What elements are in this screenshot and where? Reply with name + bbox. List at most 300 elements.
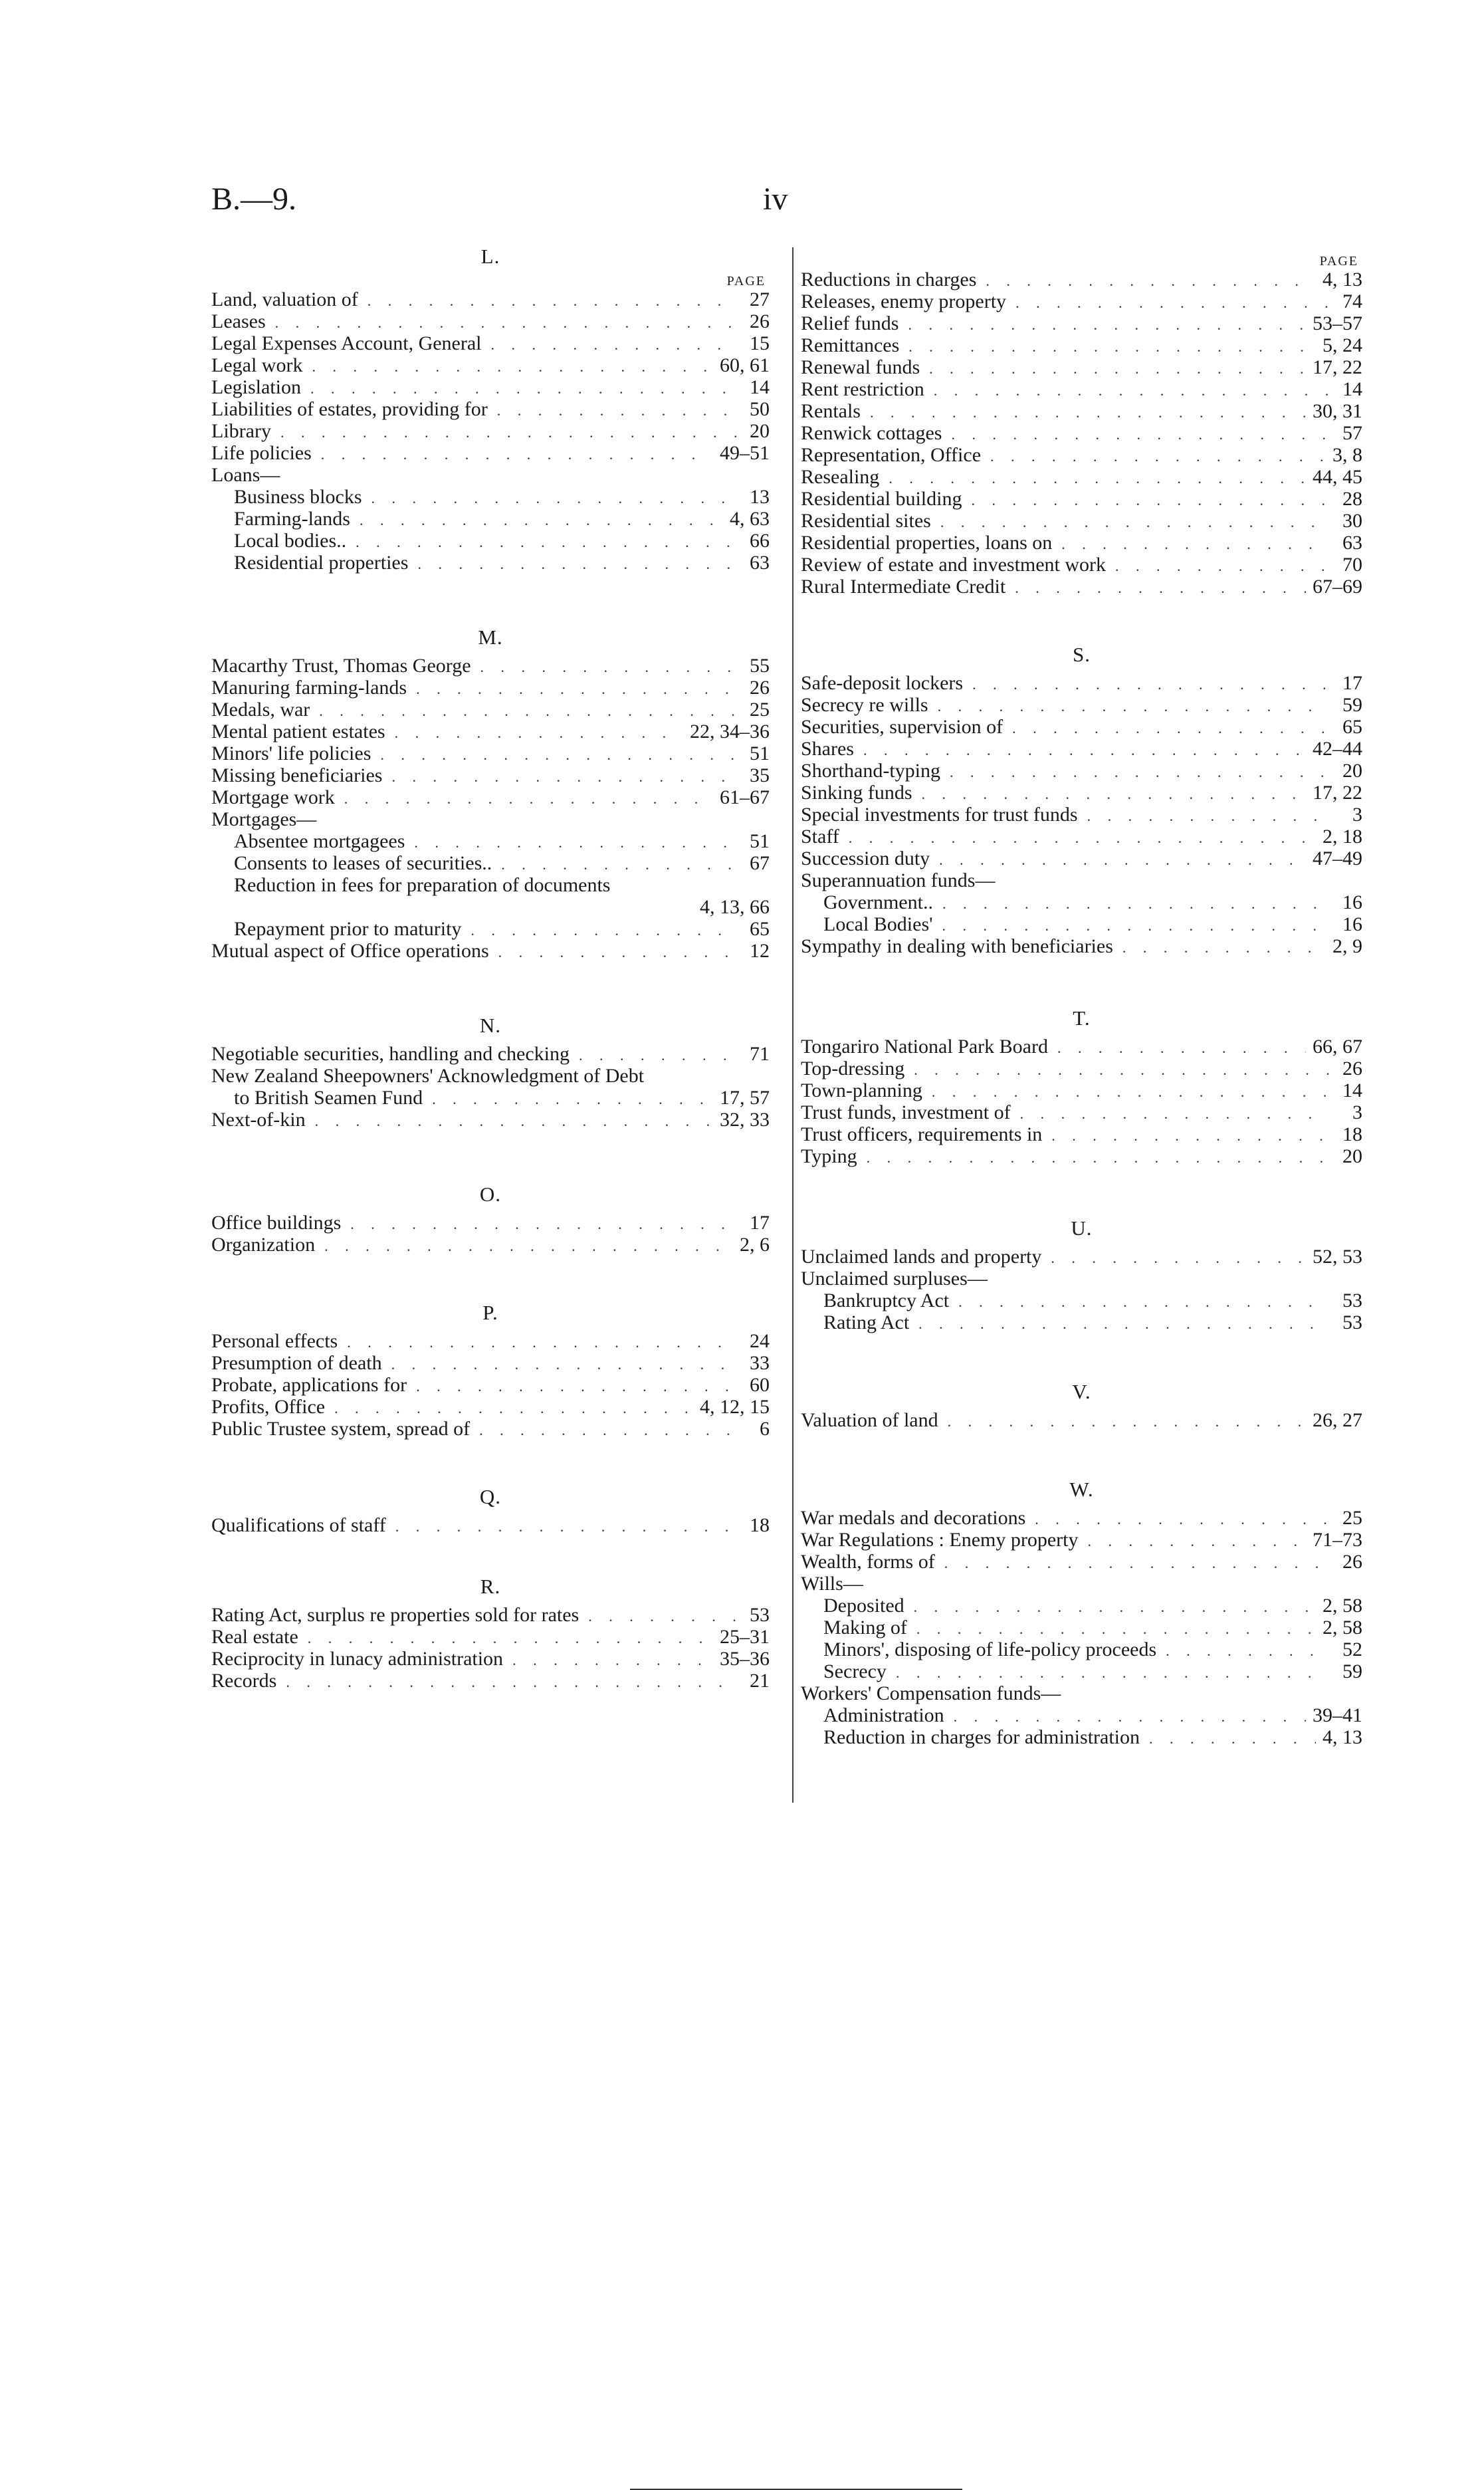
entry-label: Securities, supervision of [801, 716, 1004, 738]
index-entry [801, 1246, 1362, 1268]
dot-leader [909, 1311, 1329, 1333]
entry-pages: 21 [750, 1670, 770, 1692]
entry-pages: 65 [750, 918, 770, 940]
dot-leader [944, 1704, 1306, 1726]
entry-pages: 14 [750, 376, 770, 398]
index-entry [211, 677, 770, 699]
entry-label: Mortgages— [211, 808, 317, 830]
index-entry [211, 508, 770, 530]
entry-pages: 28 [1342, 488, 1362, 510]
index-entry [211, 808, 770, 830]
dot-leader [949, 1290, 1329, 1311]
dot-leader [907, 1617, 1316, 1639]
entry-label: Trust funds, investment of [801, 1101, 1011, 1123]
entry-label: Macarthy Trust, Thomas George [211, 655, 471, 677]
dot-leader [879, 466, 1306, 488]
entry-label: Next-of-kin [211, 1109, 306, 1131]
entry-label: Land, valuation of [211, 288, 358, 310]
index-entry [801, 334, 1362, 356]
section-letter: P. [482, 1301, 498, 1324]
entry-pages: 59 [1342, 694, 1362, 716]
entry-label: Valuation of land [801, 1409, 938, 1431]
dot-leader [1078, 804, 1329, 826]
index-entry [211, 896, 770, 918]
entry-label: Special investments for trust funds [801, 804, 1078, 826]
index-section [211, 1569, 770, 1692]
entry-label: Public Trustee system, spread of [211, 1418, 471, 1440]
entry-pages: 17, 22 [1313, 356, 1362, 378]
dot-leader [271, 420, 736, 442]
entry-label: Business blocks [234, 486, 362, 508]
entry-label: Wealth, forms of [801, 1551, 935, 1573]
index-entry [211, 1396, 770, 1418]
entry-label: Qualifications of staff [211, 1514, 386, 1536]
entry-label: Succession duty [801, 848, 930, 869]
section-letter: R. [480, 1575, 501, 1598]
dot-leader [904, 1595, 1316, 1617]
entry-pages: 61–67 [720, 786, 770, 808]
index-entry [801, 554, 1362, 576]
entry-label: Records [211, 1670, 277, 1692]
entry-label: Shorthand-typing [801, 760, 940, 782]
entry-pages: 47–49 [1313, 848, 1362, 869]
index-entry [801, 782, 1362, 804]
entry-label: Farming-lands [234, 508, 350, 530]
entry-label: Mental patient estates [211, 721, 385, 742]
entry-label: Government.. [823, 891, 933, 913]
index-entry [801, 422, 1362, 444]
index-section [211, 620, 770, 962]
index-entry [211, 332, 770, 354]
entry-pages: 17 [1342, 672, 1362, 694]
dot-leader [1156, 1639, 1329, 1660]
dot-leader [408, 552, 736, 574]
entry-pages [736, 808, 770, 830]
entry-pages: 16 [1342, 891, 1362, 913]
index-entry [211, 699, 770, 721]
entry-label: Unclaimed surpluses— [801, 1268, 988, 1290]
entry-label: Legal Expenses Account, General [211, 332, 482, 354]
entry-label: Typing [801, 1145, 857, 1167]
entry-label: Resealing [801, 466, 880, 488]
index-entry [801, 466, 1362, 488]
dot-leader [325, 1396, 693, 1418]
entry-label: Residential building [801, 488, 962, 510]
dot-leader [358, 288, 736, 310]
dot-leader [461, 918, 736, 940]
index-entry [211, 530, 770, 552]
entry-label: Unclaimed lands and property [801, 1246, 1042, 1268]
entry-pages: 30 [1342, 510, 1362, 532]
dot-leader [1006, 576, 1306, 598]
dot-leader [1106, 554, 1329, 576]
index-entry [211, 1648, 770, 1670]
index-entry [801, 356, 1362, 378]
index-entry [801, 1058, 1362, 1079]
entry-pages: 55 [750, 655, 770, 677]
entry-label: Liabilities of estates, providing for [211, 398, 488, 420]
entry-label: Bankruptcy Act [823, 1290, 950, 1311]
entry-label: Sympathy in dealing with beneficiaries [801, 935, 1113, 957]
entry-label: Reduction in fees for preparation of documents [234, 874, 611, 896]
index-entry [801, 532, 1362, 554]
entry-pages: 17, 57 [720, 1087, 770, 1109]
entry-label: Absentee mortgagees [234, 830, 405, 852]
index-entry [801, 716, 1362, 738]
entry-label: Renewal funds [801, 356, 920, 378]
entry-label: Reciprocity in lunacy administration [211, 1648, 504, 1670]
index-entry [211, 1626, 770, 1648]
index-entry [801, 1101, 1362, 1123]
entry-label: War medals and decorations [801, 1507, 1026, 1529]
index-entry [211, 1670, 770, 1692]
entry-pages: 4, 12, 15 [700, 1396, 770, 1418]
entry-pages: 18 [750, 1514, 770, 1536]
dot-leader [857, 1145, 1329, 1167]
index-section [801, 637, 1362, 957]
index-entry [211, 1330, 770, 1352]
entry-label: Missing beneficiaries [211, 764, 383, 786]
index-section [211, 1177, 770, 1256]
dot-leader [863, 1573, 1329, 1595]
index-entry [801, 1617, 1362, 1639]
dot-leader [312, 442, 713, 464]
entry-pages: 2, 18 [1323, 826, 1362, 848]
entry-pages: 53 [1342, 1311, 1362, 1333]
index-entry [211, 655, 770, 677]
entry-label: Rating Act [823, 1311, 910, 1333]
entry-label: Remittances [801, 334, 900, 356]
index-entry [211, 1604, 770, 1626]
dot-leader [492, 852, 736, 874]
entry-pages: 52 [1342, 1639, 1362, 1660]
section-letter: L. [480, 245, 500, 268]
entry-label: War Regulations : Enemy property [801, 1529, 1079, 1551]
index-section [801, 1375, 1362, 1431]
dot-leader [887, 1660, 1329, 1682]
index-entry [211, 398, 770, 420]
entry-label: Legal work [211, 354, 303, 376]
index-column-left [211, 239, 770, 1692]
dot-leader [335, 786, 713, 808]
entry-pages [1329, 869, 1362, 891]
entry-pages: 25 [750, 699, 770, 721]
dot-leader [930, 848, 1306, 869]
entry-label: Life policies [211, 442, 312, 464]
entry-pages: 16 [1342, 913, 1362, 935]
index-entry [211, 940, 770, 962]
index-entry [211, 420, 770, 442]
entry-pages: 15 [750, 332, 770, 354]
entry-pages: 27 [750, 288, 770, 310]
dot-leader [405, 830, 736, 852]
page-number: iv [763, 181, 788, 217]
dot-leader [346, 530, 736, 552]
entry-pages: 26, 27 [1313, 1409, 1362, 1431]
index-entry [801, 738, 1362, 760]
entry-label: Legislation [211, 376, 301, 398]
entry-label: Renwick cottages [801, 422, 942, 444]
entry-pages: 4, 13, 66 [700, 896, 770, 918]
document-reference: B.—9. [211, 181, 297, 217]
index-entry [801, 1268, 1362, 1290]
dot-leader [371, 742, 736, 764]
entry-pages: 50 [750, 398, 770, 420]
entry-label: Rural Intermediate Credit [801, 576, 1006, 598]
index-entry [211, 1374, 770, 1396]
entry-pages: 2, 6 [740, 1234, 770, 1256]
entry-label: Leases [211, 310, 266, 332]
section-letter: V. [1072, 1380, 1091, 1403]
index-section [211, 239, 770, 574]
index-entry [801, 869, 1362, 891]
dot-leader [1042, 1123, 1329, 1145]
entry-pages: 57 [1342, 422, 1362, 444]
index-entry [211, 1212, 770, 1234]
dot-leader [280, 464, 736, 486]
index-entry [801, 1639, 1362, 1660]
entry-label: Organization [211, 1234, 316, 1256]
index-entry [211, 1065, 770, 1087]
dot-leader [963, 672, 1329, 694]
dot-leader [407, 1374, 736, 1396]
dot-leader [423, 1087, 713, 1109]
entry-label: Minors', disposing of life-policy proceeds [823, 1639, 1157, 1660]
dot-leader [928, 694, 1329, 716]
entry-pages: 67–69 [1313, 576, 1362, 598]
entry-label: Releases, enemy property [801, 290, 1007, 312]
entry-label: Top-dressing [801, 1058, 905, 1079]
entry-pages: 26 [750, 310, 770, 332]
dot-leader [938, 1409, 1306, 1431]
index-entry [801, 269, 1362, 290]
entry-pages [1329, 1268, 1362, 1290]
entry-label: Residential properties, loans on [801, 532, 1053, 554]
entry-label: Relief funds [801, 312, 899, 334]
entry-label: Consents to leases of securities.. [234, 852, 492, 874]
index-entry [801, 672, 1362, 694]
entry-pages: 14 [1342, 378, 1362, 400]
entry-label: Making of [823, 1617, 907, 1639]
dot-leader [995, 869, 1329, 891]
entry-pages: 65 [1342, 716, 1362, 738]
dot-leader [644, 1065, 736, 1087]
index-column-right [801, 239, 1362, 1748]
entry-pages: 59 [1342, 1660, 1362, 1682]
entry-pages: 20 [750, 420, 770, 442]
entry-label: Local bodies.. [234, 530, 347, 552]
entry-pages: 26 [1342, 1058, 1362, 1079]
index-entry [801, 1682, 1362, 1704]
entry-pages: 20 [1342, 760, 1362, 782]
entry-pages: 33 [750, 1352, 770, 1374]
entry-pages: 60 [750, 1374, 770, 1396]
index-entry [211, 464, 770, 486]
index-entry [801, 312, 1362, 334]
dot-leader [302, 354, 713, 376]
entry-pages: 17, 22 [1313, 782, 1362, 804]
index-section [801, 1001, 1362, 1167]
entry-pages: 14 [1342, 1079, 1362, 1101]
index-entry [801, 1507, 1362, 1529]
dot-leader [338, 1330, 736, 1352]
index-section [211, 1296, 770, 1440]
index-entry [801, 400, 1362, 422]
entry-pages [736, 874, 770, 896]
entry-label: Workers' Compensation funds— [801, 1682, 1061, 1704]
dot-leader [1006, 290, 1329, 312]
index-entry [211, 721, 770, 742]
index-entry [211, 918, 770, 940]
entry-label: Tongariro National Park Board [801, 1036, 1048, 1058]
entry-label: Secrecy re wills [801, 694, 928, 716]
entry-pages: 18 [1342, 1123, 1362, 1145]
index-entry [211, 310, 770, 332]
entry-pages: 26 [750, 677, 770, 699]
index-entry [211, 742, 770, 764]
dot-leader [899, 334, 1316, 356]
entry-label: Mortgage work [211, 786, 335, 808]
dot-leader [981, 444, 1326, 466]
dot-leader [933, 913, 1329, 935]
entry-label: Administration [823, 1704, 944, 1726]
index-section [801, 254, 1362, 598]
index-entry [801, 804, 1362, 826]
dot-leader [920, 356, 1306, 378]
index-entry [211, 354, 770, 376]
entry-pages: 24 [750, 1330, 770, 1352]
index-entry [211, 1514, 770, 1536]
entry-pages: 5, 24 [1323, 334, 1362, 356]
dot-leader [407, 677, 736, 699]
entry-pages: 71–73 [1313, 1529, 1362, 1551]
index-entry [211, 1087, 770, 1109]
entry-label: Deposited [823, 1595, 904, 1617]
dot-leader [341, 1212, 736, 1234]
dot-leader [382, 764, 736, 786]
entry-label: Safe-deposit lockers [801, 672, 964, 694]
entry-pages: 52, 53 [1313, 1246, 1362, 1268]
entry-label: Trust officers, requirements in [801, 1123, 1043, 1145]
dot-leader [503, 1648, 713, 1670]
dot-leader [922, 1079, 1329, 1101]
entry-pages: 2, 58 [1323, 1595, 1362, 1617]
entry-label: Review of estate and investment work [801, 554, 1107, 576]
dot-leader [316, 808, 736, 830]
entry-label: Residential properties [234, 552, 409, 574]
section-letter: S. [1073, 643, 1091, 666]
section-letter: N. [479, 1014, 502, 1037]
entry-label: Mutual aspect of Office operations [211, 940, 489, 962]
entry-label: Probate, applications for [211, 1374, 407, 1396]
index-entry [801, 290, 1362, 312]
entry-label: Residential sites [801, 510, 931, 532]
entry-label: Representation, Office [801, 444, 982, 466]
entry-label: Minors' life policies [211, 742, 371, 764]
dot-leader [488, 398, 736, 420]
index-entry [801, 1079, 1362, 1101]
index-entry [801, 444, 1362, 466]
dot-leader [386, 1514, 736, 1536]
entry-label: Reduction in charges for administration [823, 1726, 1140, 1748]
dot-leader [579, 1604, 736, 1626]
entry-pages: 66, 67 [1313, 1036, 1362, 1058]
dot-leader [1041, 1246, 1306, 1268]
dot-leader [942, 422, 1329, 444]
dot-leader [899, 312, 1306, 334]
index-entry [801, 1123, 1362, 1145]
entry-pages: 70 [1342, 554, 1362, 576]
index-entry [801, 913, 1362, 935]
index-entry [211, 288, 770, 310]
dot-leader [570, 1043, 736, 1065]
entry-pages: 32, 33 [720, 1109, 770, 1131]
index-entry [801, 760, 1362, 782]
index-entry [211, 852, 770, 874]
index-section [211, 1480, 770, 1536]
entry-pages [1329, 1573, 1362, 1595]
entry-pages [1329, 1682, 1362, 1704]
entry-pages: 3, 8 [1332, 444, 1362, 466]
entry-pages: 35 [750, 764, 770, 786]
dot-leader [1113, 935, 1326, 957]
dot-leader [976, 269, 1316, 290]
section-letter: W. [1069, 1478, 1094, 1501]
entry-pages: 60, 61 [720, 354, 770, 376]
dot-leader [276, 1670, 736, 1692]
entry-pages: 74 [1342, 290, 1362, 312]
section-letter: U. [1071, 1216, 1093, 1240]
index-entry [211, 376, 770, 398]
entry-pages: 44, 45 [1313, 466, 1362, 488]
page-column-label: PAGE [1319, 254, 1358, 269]
entry-label: Staff [801, 826, 839, 848]
entry-pages: 53 [1342, 1290, 1362, 1311]
entry-pages [736, 1065, 770, 1087]
dot-leader [306, 1109, 713, 1131]
dot-leader [310, 699, 736, 721]
entry-pages: 25–31 [720, 1626, 770, 1648]
dot-leader [1025, 1507, 1329, 1529]
entry-pages: 2, 9 [1332, 935, 1362, 957]
dot-leader [266, 310, 736, 332]
dot-leader [1140, 1726, 1316, 1748]
index-entry [801, 1595, 1362, 1617]
entry-label: Sinking funds [801, 782, 912, 804]
index-entry [801, 1573, 1362, 1595]
dot-leader [301, 376, 736, 398]
entry-label: Office buildings [211, 1212, 342, 1234]
entry-label: Real estate [211, 1626, 298, 1648]
entry-pages: 30, 31 [1313, 400, 1362, 422]
index-section [211, 1008, 770, 1131]
entry-label: Library [211, 420, 271, 442]
entry-pages: 53–57 [1313, 312, 1362, 334]
dot-leader [904, 1058, 1329, 1079]
section-letter: O. [479, 1183, 502, 1206]
page-column-label: PAGE [726, 274, 766, 288]
entry-label: Rentals [801, 400, 861, 422]
index-entry [211, 786, 770, 808]
entry-label: Shares [801, 738, 854, 760]
section-letter: T. [1073, 1006, 1091, 1030]
entry-label: Loans— [211, 464, 280, 486]
dot-leader [988, 1268, 1329, 1290]
dot-leader [962, 488, 1329, 510]
entry-pages: 17 [750, 1212, 770, 1234]
entry-pages: 20 [1342, 1145, 1362, 1167]
index-section [801, 1472, 1362, 1748]
